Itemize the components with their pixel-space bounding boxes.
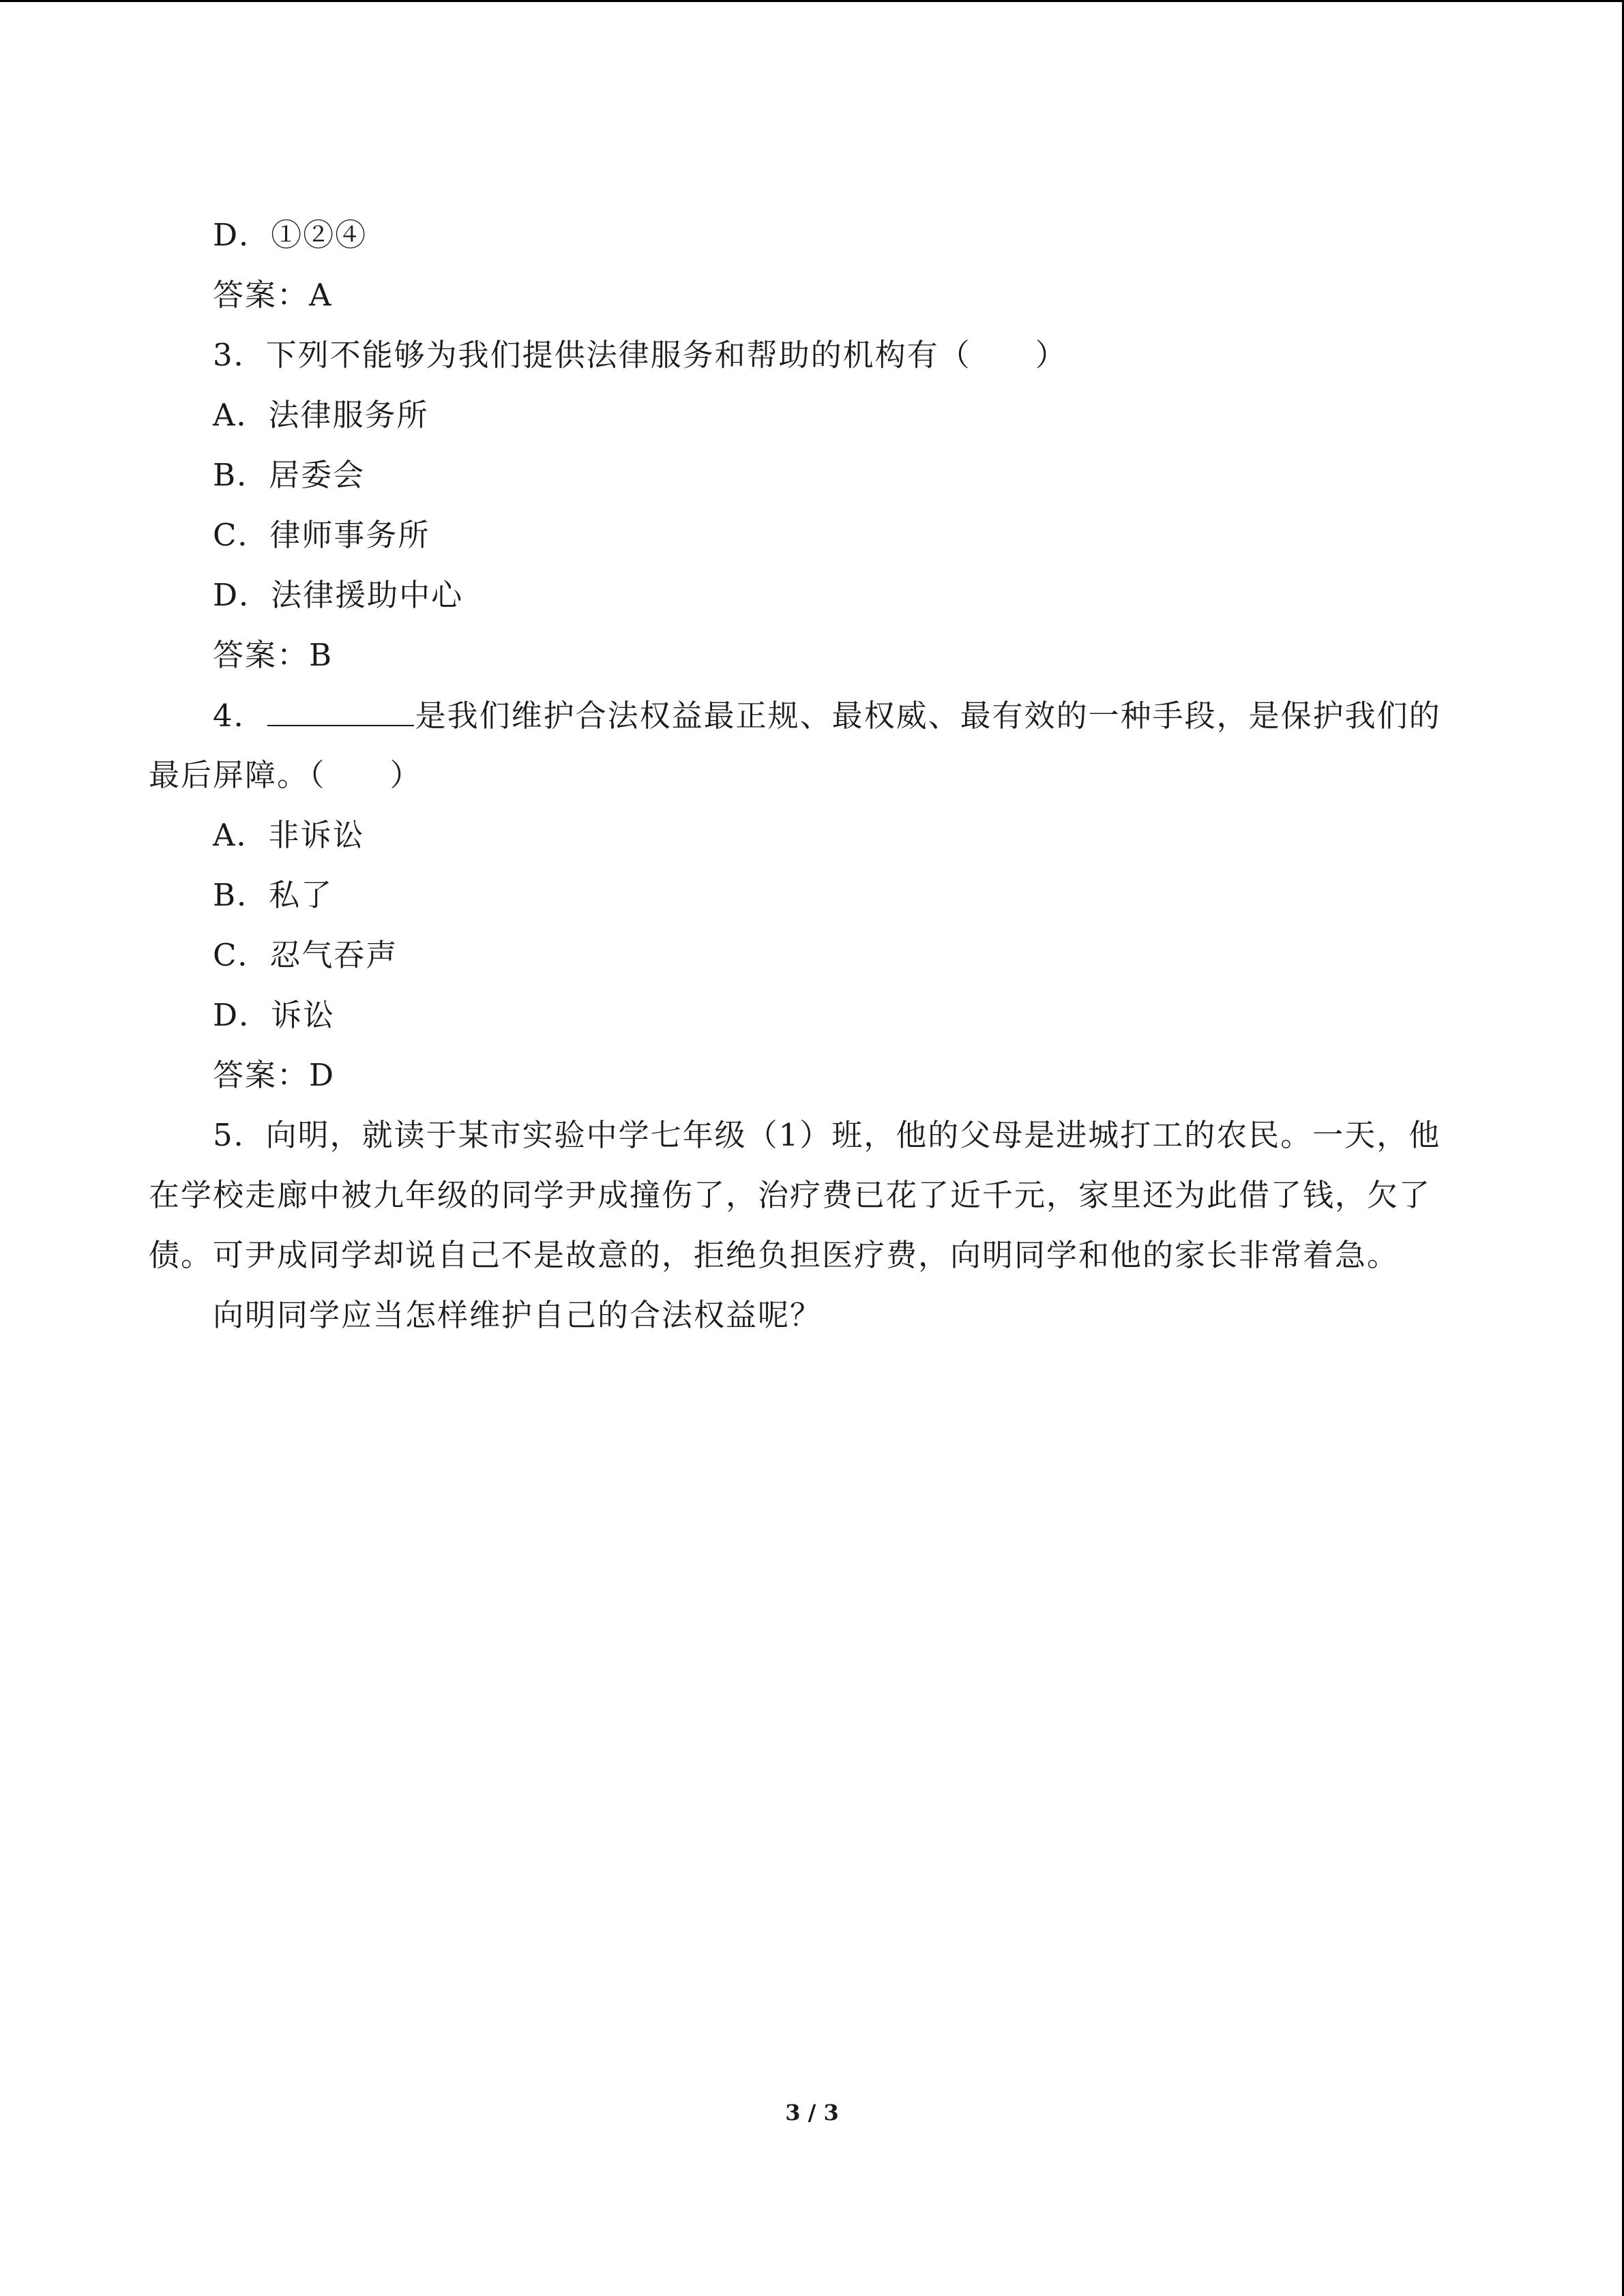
q4-stem-line2: 最后屏障。（ ） — [149, 757, 422, 793]
q3-option-a: A．法律服务所 — [213, 397, 429, 433]
q4-option-c: C．忍气吞声 — [213, 937, 398, 973]
q5-paragraph-line3: 债。可尹成同学却说自己不是故意的，拒绝负担医疗费，向明同学和他的家长非常着急。 — [149, 1237, 1400, 1273]
q4-option-d: D．诉讼 — [213, 997, 336, 1033]
q5-paragraph-line2: 在学校走廊中被九年级的同学尹成撞伤了，治疗费已花了近千元，家里还为此借了钱，欠了 — [149, 1177, 1432, 1213]
q4-answer: 答案：D — [213, 1057, 336, 1093]
q4-stem-text: 是我们维护合法权益最正规、最权威、最有效的一种手段，是保护我们的 — [415, 698, 1441, 734]
q2-answer: 答案：A — [213, 277, 333, 313]
q4-option-a: A．非诉讼 — [213, 817, 365, 853]
q4-stem-line1 — [213, 695, 1441, 736]
q4-number: 4． — [213, 698, 266, 734]
page-top-border — [0, 0, 1624, 2]
q3-option-c: C．律师事务所 — [213, 517, 430, 553]
q3-option-d: D．法律援助中心 — [213, 577, 464, 613]
q2-option-d: D．①②④ — [213, 217, 368, 253]
q5-question: 向明同学应当怎样维护自己的合法权益呢？ — [213, 1297, 823, 1333]
q3-stem: 3．下列不能够为我们提供法律服务和帮助的机构有（ ） — [213, 337, 1067, 373]
q5-paragraph-line1: 5．向明，就读于某市实验中学七年级（1）班，他的父母是进城打工的农民。一天，他 — [213, 1117, 1441, 1153]
q3-answer: 答案：B — [213, 637, 334, 673]
page-number: 3 / 3 — [785, 2100, 839, 2126]
q4-fill-blank — [267, 695, 414, 726]
q4-option-b: B．私了 — [213, 877, 334, 913]
q3-option-b: B．居委会 — [213, 457, 366, 493]
